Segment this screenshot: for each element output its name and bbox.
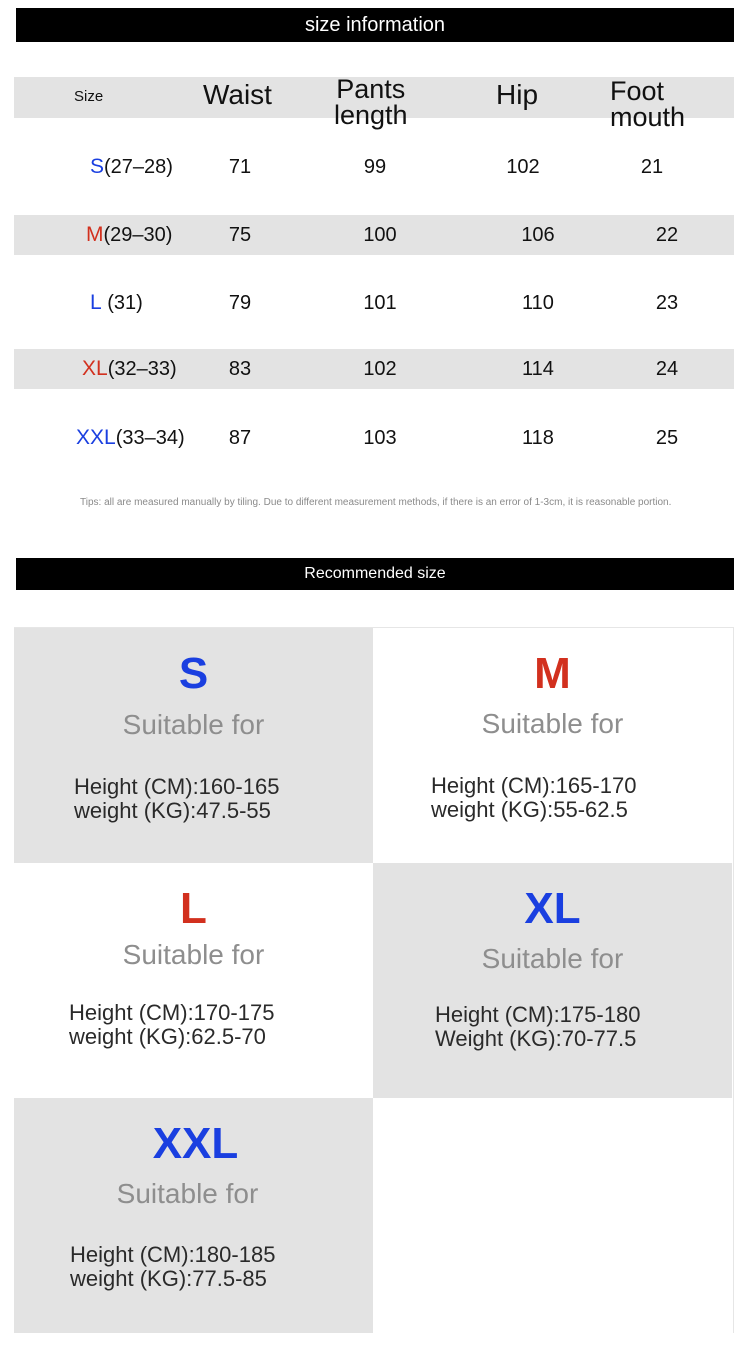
header-hip: Hip	[496, 79, 539, 110]
row-size	[76, 418, 185, 458]
waist-cell: 79	[228, 292, 252, 314]
size-range: (33–34)	[115, 427, 185, 449]
table-row	[14, 283, 734, 323]
hip-cell: 110	[522, 292, 554, 314]
size-letter: M	[86, 223, 104, 246]
card-measurements	[70, 1243, 275, 1291]
card-measurements	[435, 1003, 640, 1051]
pants-length-cell: 101	[363, 292, 397, 314]
header-foot-mouth	[610, 76, 686, 132]
hip-cell: 102	[506, 156, 540, 178]
table-row	[14, 215, 734, 255]
card-suitable-label: Suitable for	[122, 709, 265, 740]
size-letter: L	[90, 291, 102, 314]
recommendation-card-xxl	[14, 1098, 373, 1333]
card-weight: weight (KG):77.5-85	[70, 1266, 267, 1291]
card-weight: weight (KG):47.5-55	[74, 798, 271, 823]
card-size-label: L	[180, 884, 207, 933]
size-range: (27–28)	[104, 156, 173, 178]
foot-mouth-cell: 24	[655, 358, 679, 380]
row-size	[90, 147, 173, 187]
row-size	[90, 283, 143, 323]
card-weight: weight (KG):55-62.5	[431, 797, 628, 822]
recommendation-grid	[14, 627, 734, 1333]
table-header	[14, 74, 734, 132]
card-height: Height (CM):170-175	[69, 1000, 275, 1025]
header-waist: Waist	[203, 79, 272, 110]
size-range: (31)	[101, 292, 143, 314]
card-measurements	[69, 1001, 274, 1049]
recommendation-card-l	[14, 863, 373, 1098]
size-letter: S	[90, 155, 105, 178]
row-size	[86, 215, 172, 255]
header-pants-length	[334, 74, 408, 130]
card-height: Height (CM):165-170	[431, 773, 637, 798]
pants-length-cell: 103	[363, 427, 397, 449]
pants-length-cell: 100	[363, 224, 397, 246]
recommended-size-banner: Recommended size	[16, 558, 734, 590]
row-size	[82, 349, 177, 389]
card-weight: Weight (KG):70-77.5	[435, 1026, 637, 1051]
card-weight: weight (KG):62.5-70	[69, 1024, 266, 1049]
size-letter: XL	[82, 357, 108, 380]
header-pants-length-line2: length	[334, 99, 408, 130]
size-letter: XXL	[76, 426, 116, 449]
hip-cell: 114	[522, 358, 554, 380]
recommendation-card-s	[14, 628, 373, 863]
card-suitable-label: Suitable for	[116, 1178, 259, 1209]
table-row	[14, 418, 734, 458]
waist-cell: 83	[228, 358, 252, 380]
foot-mouth-cell: 25	[655, 427, 679, 449]
card-measurements	[74, 775, 279, 823]
card-height: Height (CM):160-165	[74, 774, 280, 799]
pants-length-cell: 102	[363, 358, 397, 380]
hip-cell: 106	[521, 224, 555, 246]
header-foot-mouth-line1: Foot	[610, 76, 665, 106]
card-suitable-label: Suitable for	[481, 943, 624, 974]
recommendation-card-m	[373, 628, 732, 863]
card-size-label: M	[534, 649, 571, 698]
header-pants-length-line1: Pants	[336, 74, 406, 104]
foot-mouth-cell: 21	[640, 156, 664, 178]
header-size: Size	[74, 88, 104, 105]
card-suitable-label: Suitable for	[481, 708, 624, 739]
header-foot-mouth-line2: mouth	[610, 101, 686, 132]
card-measurements	[431, 774, 636, 822]
size-range: (29–30)	[103, 224, 173, 246]
card-size-label: XXL	[152, 1119, 239, 1168]
size-range: (32–33)	[107, 358, 177, 380]
table-row	[14, 147, 734, 187]
table-row	[14, 349, 734, 389]
pants-length-cell: 99	[363, 156, 387, 178]
card-height: Height (CM):180-185	[70, 1242, 276, 1267]
card-height: Height (CM):175-180	[435, 1002, 641, 1027]
waist-cell: 87	[228, 427, 252, 449]
card-size-label: XL	[524, 884, 581, 933]
card-size-label: S	[178, 649, 209, 698]
measurement-tips: Tips: all are measured manually by tiling. Due to different measurement methods, if there is an error of 1-3cm, it is reasonable portion.	[80, 497, 672, 508]
size-information-banner: size information	[16, 8, 734, 42]
waist-cell: 75	[228, 224, 252, 246]
waist-cell: 71	[228, 156, 252, 178]
hip-cell: 118	[522, 427, 554, 449]
foot-mouth-cell: 23	[655, 292, 679, 314]
card-suitable-label: Suitable for	[122, 939, 265, 970]
foot-mouth-cell: 22	[655, 224, 679, 246]
recommendation-card-xl	[373, 863, 732, 1098]
